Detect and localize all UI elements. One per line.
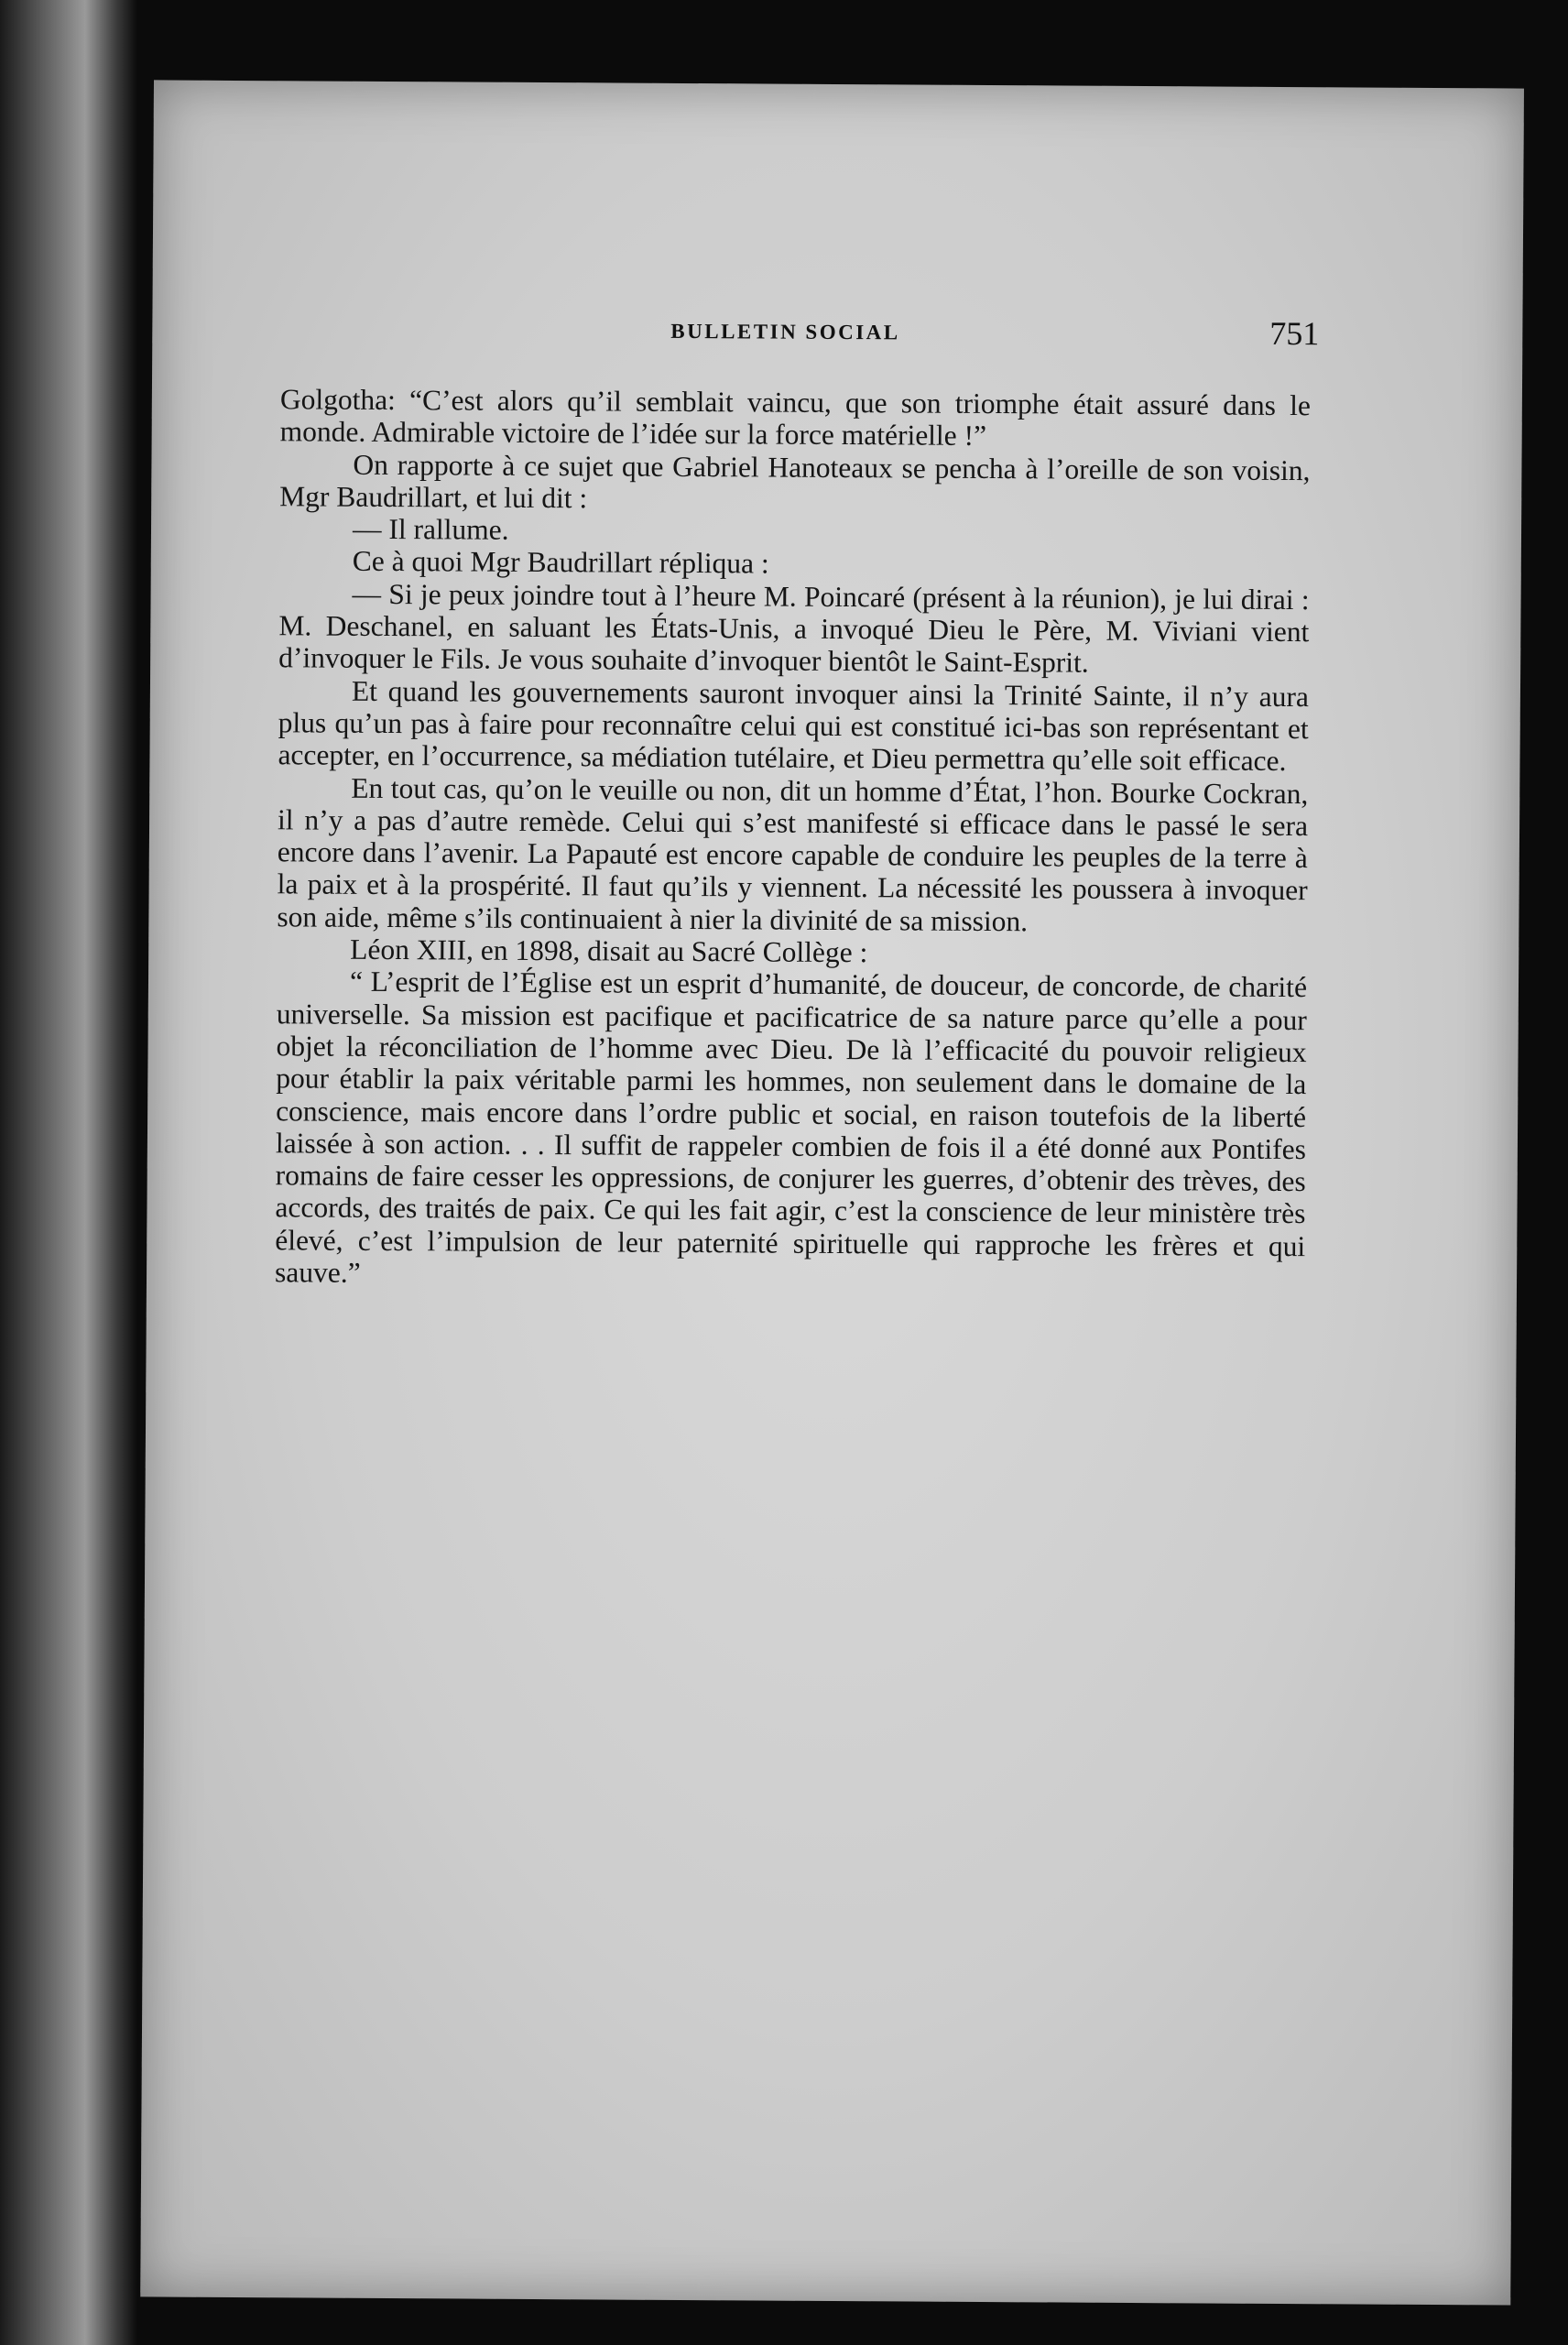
paragraph-hanoteaux: On rapporte à ce sujet que Gabriel Hanoteaux se pencha à l’oreille de son voisin, Mgr Baudrillart, et lui dit :: [279, 448, 1311, 515]
page-header: [152, 316, 1522, 379]
paragraph-baudrillart: Ce à quoi Mgr Baudrillart répliqua :: [352, 545, 769, 581]
book-page: [140, 80, 1524, 2305]
paragraph-leon-xiii: Léon XIII, en 1898, disait au Sacré Collège :: [350, 933, 868, 969]
paragraph-rallume: — Il rallume.: [352, 512, 509, 546]
paragraph-golgotha: Golgotha: “C’est alors qu’il semblait vaincu, que son triomphe était assuré dans le monde. Admirable victoire de l’idée sur la force matérielle !”: [279, 383, 1311, 453]
film-strip-edge: [0, 0, 137, 2345]
paragraph-quotation: “ L’esprit de l’Église est un esprit d’humanité, de douceur, de concorde, de charité universelle. Sa mission est pacifique et pacificatrice de sa nature parce qu’elle a pour objet la réconciliation de l’homme avec Dieu. De là l’efficacité du pouvoir religieux pour établir la paix véritable parmi les hommes, non seulement dans le domaine de la conscience, mais encore dans l’ordre public et social, en raison toutefois de la liberté laissée à son action. . . Il suffit de rappeler combien de fois il a été donné aux Pontifes romains de faire cesser les oppressions, de conjurer les guerres, d’obtenir des trèves, des accords, des traités de paix. Ce qui les fait agir, c’est la conscience de leur ministère très élevé, c’est l’impulsion de leur paternité spirituelle qui rapproche les frères et qui sauve.”: [274, 965, 1308, 1289]
paragraph-trinite: Et quand les gouvernements sauront invoquer ainsi la Trinité Sainte, il n’y aura plus qu’un pas à faire pour reconnaître celui qui est constitué ici-bas son représentant et accepter, en l’occurrence, sa médiation tutélaire, et Dieu permettra qu’elle soit efficace.: [278, 674, 1310, 778]
body-text: [275, 383, 1311, 1294]
paragraph-cockran: En tout cas, qu’on le veuille ou non, dit un homme d’État, l’hon. Bourke Cockran, il n’y a pas d’autre remède. Celui qui s’est manifesté si efficace dans le passé le sera encore dans l’avenir. La Papauté est encore capable de conduire les peuples de la terre à la paix et à la prospérité. Il faut qu’ils y viennent. La nécessité les poussera à invoquer son aide, même s’ils continuaient à nier la divinité de sa mission.: [277, 771, 1309, 938]
page-number: 751: [1269, 314, 1320, 353]
running-head: BULLETIN SOCIAL: [670, 319, 900, 344]
paragraph-poincare: — Si je peux joindre tout à l’heure M. Poincaré (présent à la réunion), je lui dirai : M. Deschanel, en saluant les États-Unis, a invoqué Dieu le Père, M. Viviani vient d’invoquer le Fils. Je vous souhaite d’invoquer bientôt le Saint-Esprit.: [278, 577, 1310, 680]
